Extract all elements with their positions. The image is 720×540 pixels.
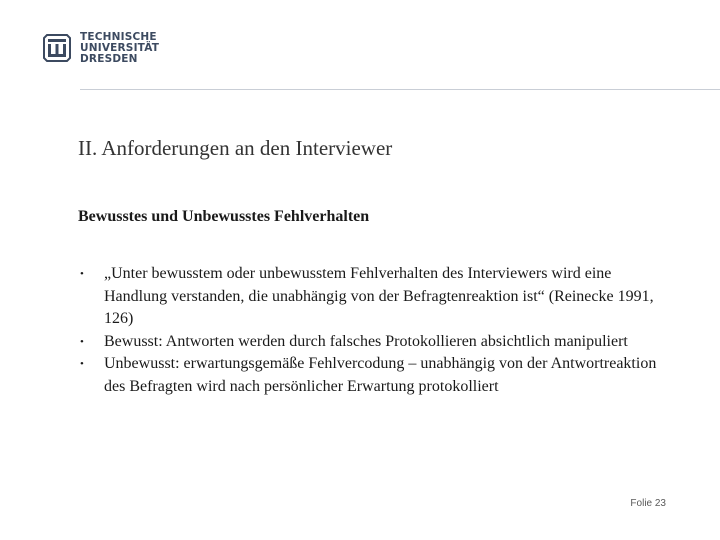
header-divider <box>80 89 720 90</box>
list-item <box>78 353 668 398</box>
logo-line-2: UNIVERSITÄT <box>80 41 160 54</box>
university-logo <box>40 31 159 65</box>
list-item <box>78 263 668 331</box>
list-item <box>78 331 668 354</box>
bullet-icon: • <box>80 335 84 348</box>
bullet-list <box>78 263 668 398</box>
page-number: Folie 23 <box>630 498 666 509</box>
logo-line-1: TECHNISCHE <box>80 30 157 43</box>
bullet-icon: • <box>80 358 84 370</box>
logo-wordmark <box>80 32 159 65</box>
bullet-icon: • <box>80 268 84 280</box>
slide-title: II. Anforderungen an den Interviewer <box>78 136 393 160</box>
bullet-text: „Unter bewusstem oder unbewusstem Fehlverhalten des Interviewers wird eine Handlung verstanden, die unabhängig von der Befragtenreaktion ist“ (Reinecke 1991, 126) <box>104 265 654 327</box>
bullet-text: Bewusst: Antworten werden durch falsches Protokollieren absichtlich manipuliert <box>104 332 628 350</box>
slide-subtitle: Bewusstes und Unbewusstes Fehlverhalten <box>78 208 370 225</box>
tu-dresden-logo-icon <box>40 31 74 65</box>
logo-line-3: DRESDEN <box>80 52 138 65</box>
bullet-text: Unbewusst: erwartungsgemäße Fehlvercodung – unabhängig von der Antwortreaktion des Befragten wird nach persönlicher Erwartung protokolliert <box>104 355 657 395</box>
